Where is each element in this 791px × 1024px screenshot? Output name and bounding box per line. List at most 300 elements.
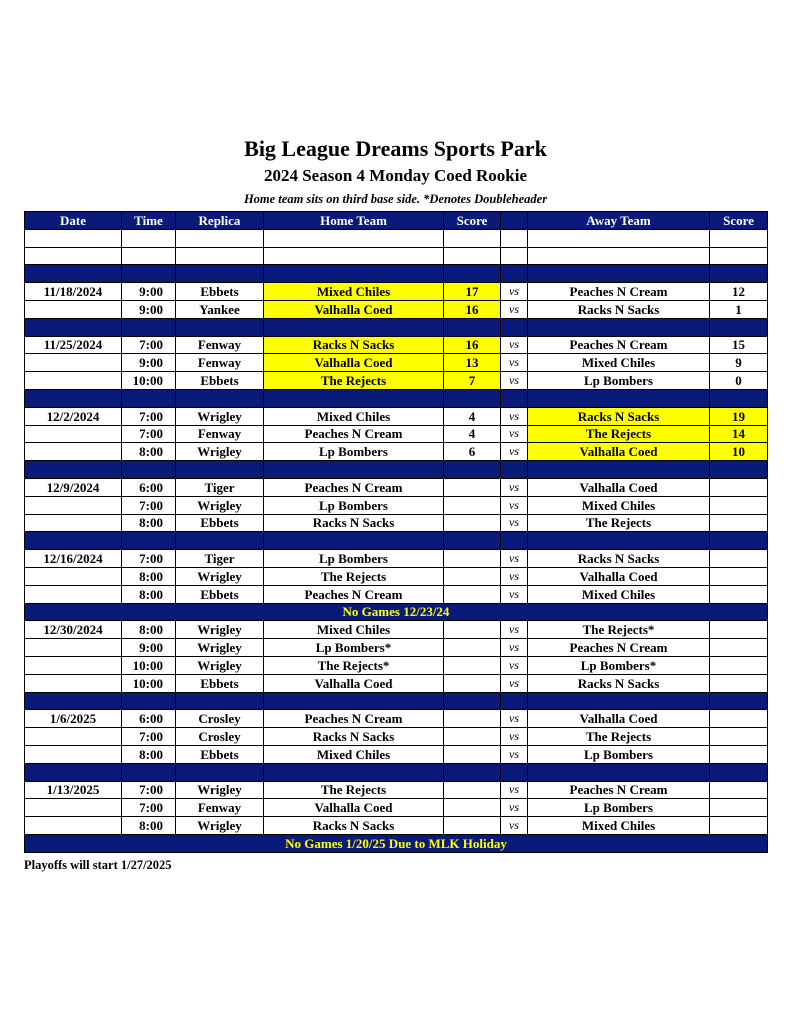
vs-cell: vs [501, 781, 528, 799]
empty-cell [710, 763, 768, 781]
away-team-cell: Racks N Sacks [528, 407, 710, 425]
away-team-cell: Peaches N Cream [528, 336, 710, 354]
home-score-cell: 13 [444, 354, 501, 372]
notice-banner-row [25, 834, 768, 852]
away-team-cell: Valhalla Coed [528, 710, 710, 728]
empty-cell [501, 389, 528, 407]
empty-cell [264, 532, 444, 550]
date-cell [25, 300, 122, 318]
date-cell: 12/2/2024 [25, 407, 122, 425]
date-cell [25, 443, 122, 461]
empty-cell [25, 265, 122, 283]
empty-cell [710, 532, 768, 550]
time-cell: 8:00 [122, 621, 176, 639]
week-separator-row [25, 265, 768, 283]
vs-cell: vs [501, 585, 528, 603]
away-team-cell: Racks N Sacks [528, 300, 710, 318]
away-score-cell [710, 674, 768, 692]
home-score-cell [444, 567, 501, 585]
vs-cell: vs [501, 745, 528, 763]
home-team-cell: Lp Bombers* [264, 639, 444, 657]
empty-cell [501, 692, 528, 710]
time-cell: 7:00 [122, 781, 176, 799]
game-row [25, 336, 768, 354]
replica-cell: Fenway [176, 425, 264, 443]
away-score-cell: 19 [710, 407, 768, 425]
home-team-cell: Racks N Sacks [264, 336, 444, 354]
empty-cell [501, 318, 528, 336]
time-cell: 8:00 [122, 585, 176, 603]
empty-cell [501, 461, 528, 479]
notice-banner: No Games 1/20/25 Due to MLK Holiday [25, 834, 768, 852]
away-score-cell: 1 [710, 300, 768, 318]
replica-cell: Wrigley [176, 639, 264, 657]
empty-cell [264, 763, 444, 781]
away-team-cell: Mixed Chiles [528, 817, 710, 835]
vs-cell: vs [501, 496, 528, 514]
vs-cell: vs [501, 728, 528, 746]
game-row [25, 354, 768, 372]
away-team-cell: Peaches N Cream [528, 283, 710, 301]
vs-cell: vs [501, 354, 528, 372]
empty-cell [710, 247, 768, 265]
home-score-cell: 6 [444, 443, 501, 461]
away-team-cell: Racks N Sacks [528, 550, 710, 568]
vs-cell: vs [501, 283, 528, 301]
replica-cell: Fenway [176, 354, 264, 372]
home-score-cell: 16 [444, 300, 501, 318]
week-separator-row [25, 318, 768, 336]
time-cell: 8:00 [122, 817, 176, 835]
empty-cell [176, 763, 264, 781]
home-score-cell [444, 799, 501, 817]
blank-row [25, 229, 768, 247]
home-score-cell [444, 728, 501, 746]
replica-cell: Crosley [176, 710, 264, 728]
empty-cell [25, 532, 122, 550]
date-cell [25, 496, 122, 514]
empty-cell [122, 318, 176, 336]
col-header-replica: Replica [176, 212, 264, 230]
home-score-cell [444, 781, 501, 799]
time-cell: 8:00 [122, 745, 176, 763]
home-score-cell [444, 817, 501, 835]
home-score-cell [444, 674, 501, 692]
away-score-cell: 12 [710, 283, 768, 301]
away-score-cell [710, 728, 768, 746]
replica-cell: Ebbets [176, 372, 264, 390]
away-score-cell: 10 [710, 443, 768, 461]
empty-cell [710, 318, 768, 336]
empty-cell [25, 318, 122, 336]
empty-cell [444, 389, 501, 407]
away-team-cell: The Rejects [528, 728, 710, 746]
page-title: Big League Dreams Sports Park [244, 136, 547, 161]
date-cell: 1/6/2025 [25, 710, 122, 728]
date-cell [25, 817, 122, 835]
date-cell [25, 639, 122, 657]
game-row [25, 407, 768, 425]
time-cell: 7:00 [122, 728, 176, 746]
date-cell [25, 425, 122, 443]
empty-cell [25, 247, 122, 265]
home-score-cell [444, 656, 501, 674]
empty-cell [444, 318, 501, 336]
empty-cell [122, 229, 176, 247]
time-cell: 6:00 [122, 478, 176, 496]
home-team-cell: Racks N Sacks [264, 514, 444, 532]
home-team-cell: The Rejects [264, 372, 444, 390]
away-score-cell [710, 496, 768, 514]
empty-cell [176, 247, 264, 265]
home-team-cell: Valhalla Coed [264, 674, 444, 692]
away-score-cell [710, 799, 768, 817]
away-team-cell: The Rejects [528, 514, 710, 532]
date-cell: 11/18/2024 [25, 283, 122, 301]
vs-cell: vs [501, 710, 528, 728]
game-row [25, 372, 768, 390]
away-team-cell: The Rejects* [528, 621, 710, 639]
game-row [25, 514, 768, 532]
home-team-cell: Lp Bombers [264, 443, 444, 461]
empty-cell [501, 229, 528, 247]
away-score-cell [710, 550, 768, 568]
date-cell [25, 745, 122, 763]
empty-cell [501, 763, 528, 781]
vs-cell: vs [501, 799, 528, 817]
game-row [25, 639, 768, 657]
empty-cell [264, 229, 444, 247]
home-team-cell: Racks N Sacks [264, 728, 444, 746]
home-team-cell: Mixed Chiles [264, 621, 444, 639]
empty-cell [501, 532, 528, 550]
date-cell [25, 514, 122, 532]
empty-cell [176, 265, 264, 283]
home-team-cell: Valhalla Coed [264, 300, 444, 318]
date-cell: 12/9/2024 [25, 478, 122, 496]
replica-cell: Wrigley [176, 781, 264, 799]
away-team-cell: Mixed Chiles [528, 496, 710, 514]
home-team-cell: Lp Bombers [264, 496, 444, 514]
game-row [25, 283, 768, 301]
col-header-home-score: Score [444, 212, 501, 230]
time-cell: 10:00 [122, 674, 176, 692]
empty-cell [122, 692, 176, 710]
empty-cell [264, 265, 444, 283]
away-team-cell: Valhalla Coed [528, 443, 710, 461]
game-row [25, 300, 768, 318]
replica-cell: Wrigley [176, 621, 264, 639]
empty-cell [264, 461, 444, 479]
time-cell: 7:00 [122, 496, 176, 514]
date-cell [25, 585, 122, 603]
empty-cell [710, 229, 768, 247]
empty-cell [25, 389, 122, 407]
date-cell: 11/25/2024 [25, 336, 122, 354]
away-score-cell [710, 621, 768, 639]
time-cell: 8:00 [122, 567, 176, 585]
col-header-home-team: Home Team [264, 212, 444, 230]
empty-cell [444, 461, 501, 479]
home-score-cell [444, 710, 501, 728]
empty-cell [176, 318, 264, 336]
empty-cell [528, 532, 710, 550]
replica-cell: Ebbets [176, 745, 264, 763]
replica-cell: Tiger [176, 478, 264, 496]
time-cell: 7:00 [122, 336, 176, 354]
away-score-cell [710, 567, 768, 585]
vs-cell: vs [501, 443, 528, 461]
replica-cell: Wrigley [176, 817, 264, 835]
vs-cell: vs [501, 425, 528, 443]
empty-cell [176, 461, 264, 479]
replica-cell: Wrigley [176, 567, 264, 585]
game-row [25, 656, 768, 674]
away-team-cell: Peaches N Cream [528, 639, 710, 657]
home-score-cell: 7 [444, 372, 501, 390]
schedule-body [25, 229, 768, 852]
away-team-cell: Mixed Chiles [528, 585, 710, 603]
replica-cell: Wrigley [176, 496, 264, 514]
away-score-cell: 14 [710, 425, 768, 443]
week-separator-row [25, 532, 768, 550]
empty-cell [528, 389, 710, 407]
col-header-away-score: Score [710, 212, 768, 230]
replica-cell: Ebbets [176, 514, 264, 532]
home-score-cell [444, 639, 501, 657]
vs-cell: vs [501, 372, 528, 390]
away-score-cell [710, 585, 768, 603]
replica-cell: Crosley [176, 728, 264, 746]
week-separator-row [25, 763, 768, 781]
game-row [25, 728, 768, 746]
replica-cell: Ebbets [176, 585, 264, 603]
replica-cell: Wrigley [176, 407, 264, 425]
home-score-cell [444, 585, 501, 603]
empty-cell [710, 389, 768, 407]
home-team-cell: Racks N Sacks [264, 817, 444, 835]
empty-cell [528, 318, 710, 336]
away-team-cell: Lp Bombers* [528, 656, 710, 674]
schedule-note: Home team sits on third base side. *Denotes Doubleheader [243, 192, 548, 206]
time-cell: 6:00 [122, 710, 176, 728]
away-score-cell: 9 [710, 354, 768, 372]
home-team-cell: Mixed Chiles [264, 283, 444, 301]
date-cell [25, 372, 122, 390]
away-score-cell: 0 [710, 372, 768, 390]
time-cell: 7:00 [122, 799, 176, 817]
home-score-cell [444, 478, 501, 496]
empty-cell [528, 461, 710, 479]
home-team-cell: Peaches N Cream [264, 425, 444, 443]
vs-cell: vs [501, 639, 528, 657]
empty-cell [25, 763, 122, 781]
empty-cell [444, 265, 501, 283]
empty-cell [444, 532, 501, 550]
empty-cell [176, 692, 264, 710]
week-separator-row [25, 692, 768, 710]
game-row [25, 745, 768, 763]
home-score-cell: 4 [444, 407, 501, 425]
vs-cell: vs [501, 550, 528, 568]
away-team-cell: Lp Bombers [528, 799, 710, 817]
empty-cell [501, 265, 528, 283]
empty-cell [528, 763, 710, 781]
empty-cell [122, 763, 176, 781]
week-separator-row [25, 389, 768, 407]
away-team-cell: Lp Bombers [528, 745, 710, 763]
schedule-table [24, 211, 768, 853]
empty-cell [25, 692, 122, 710]
replica-cell: Wrigley [176, 443, 264, 461]
away-score-cell [710, 745, 768, 763]
date-cell [25, 656, 122, 674]
col-header-time: Time [122, 212, 176, 230]
empty-cell [25, 461, 122, 479]
away-team-cell: Valhalla Coed [528, 567, 710, 585]
home-team-cell: Mixed Chiles [264, 407, 444, 425]
date-cell [25, 728, 122, 746]
empty-cell [264, 247, 444, 265]
replica-cell: Tiger [176, 550, 264, 568]
empty-cell [176, 532, 264, 550]
home-score-cell [444, 514, 501, 532]
time-cell: 7:00 [122, 425, 176, 443]
empty-cell [444, 692, 501, 710]
vs-cell: vs [501, 567, 528, 585]
game-row [25, 443, 768, 461]
vs-cell: vs [501, 514, 528, 532]
replica-cell: Ebbets [176, 674, 264, 692]
season-subtitle: 2024 Season 4 Monday Coed Rookie [263, 166, 528, 185]
home-team-cell: Peaches N Cream [264, 478, 444, 496]
empty-cell [444, 229, 501, 247]
game-row [25, 674, 768, 692]
time-cell: 10:00 [122, 656, 176, 674]
time-cell: 8:00 [122, 514, 176, 532]
empty-cell [176, 389, 264, 407]
vs-cell: vs [501, 656, 528, 674]
home-score-cell [444, 550, 501, 568]
vs-cell: vs [501, 621, 528, 639]
game-row [25, 585, 768, 603]
away-score-cell [710, 514, 768, 532]
header-row [25, 212, 768, 230]
home-team-cell: The Rejects [264, 567, 444, 585]
game-row [25, 817, 768, 835]
notice-banner-row [25, 603, 768, 621]
home-team-cell: Lp Bombers [264, 550, 444, 568]
home-team-cell: The Rejects [264, 781, 444, 799]
game-row [25, 799, 768, 817]
game-row [25, 781, 768, 799]
away-team-cell: Lp Bombers [528, 372, 710, 390]
game-row [25, 621, 768, 639]
empty-cell [444, 763, 501, 781]
time-cell: 7:00 [122, 407, 176, 425]
replica-cell: Fenway [176, 336, 264, 354]
empty-cell [122, 532, 176, 550]
time-cell: 9:00 [122, 639, 176, 657]
time-cell: 8:00 [122, 443, 176, 461]
game-row [25, 496, 768, 514]
time-cell: 9:00 [122, 354, 176, 372]
time-cell: 7:00 [122, 550, 176, 568]
vs-cell: vs [501, 407, 528, 425]
home-score-cell [444, 621, 501, 639]
time-cell: 10:00 [122, 372, 176, 390]
time-cell: 9:00 [122, 300, 176, 318]
col-header-date: Date [25, 212, 122, 230]
empty-cell [264, 389, 444, 407]
away-score-cell [710, 478, 768, 496]
vs-cell: vs [501, 300, 528, 318]
empty-cell [528, 265, 710, 283]
date-cell: 1/13/2025 [25, 781, 122, 799]
date-cell: 12/30/2024 [25, 621, 122, 639]
empty-cell [710, 692, 768, 710]
vs-cell: vs [501, 336, 528, 354]
replica-cell: Wrigley [176, 656, 264, 674]
empty-cell [501, 247, 528, 265]
away-team-cell: Valhalla Coed [528, 478, 710, 496]
home-team-cell: Peaches N Cream [264, 585, 444, 603]
col-header-away-team: Away Team [528, 212, 710, 230]
date-cell [25, 674, 122, 692]
empty-cell [710, 265, 768, 283]
empty-cell [444, 247, 501, 265]
col-header-vs [501, 212, 528, 230]
empty-cell [122, 389, 176, 407]
time-cell: 9:00 [122, 283, 176, 301]
home-team-cell: The Rejects* [264, 656, 444, 674]
home-score-cell: 16 [444, 336, 501, 354]
vs-cell: vs [501, 674, 528, 692]
home-score-cell: 17 [444, 283, 501, 301]
home-team-cell: Valhalla Coed [264, 354, 444, 372]
away-score-cell [710, 710, 768, 728]
game-row [25, 567, 768, 585]
game-row [25, 478, 768, 496]
home-score-cell [444, 496, 501, 514]
replica-cell: Ebbets [176, 283, 264, 301]
empty-cell [25, 229, 122, 247]
notice-banner: No Games 12/23/24 [25, 603, 768, 621]
away-score-cell [710, 656, 768, 674]
home-score-cell [444, 745, 501, 763]
away-score-cell: 15 [710, 336, 768, 354]
game-row [25, 710, 768, 728]
blank-row [25, 247, 768, 265]
empty-cell [528, 692, 710, 710]
playoffs-note: Playoffs will start 1/27/2025 [24, 858, 172, 872]
week-separator-row [25, 461, 768, 479]
away-team-cell: Mixed Chiles [528, 354, 710, 372]
away-team-cell: The Rejects [528, 425, 710, 443]
away-team-cell: Peaches N Cream [528, 781, 710, 799]
empty-cell [122, 461, 176, 479]
game-row [25, 425, 768, 443]
vs-cell: vs [501, 478, 528, 496]
away-team-cell: Racks N Sacks [528, 674, 710, 692]
home-team-cell: Mixed Chiles [264, 745, 444, 763]
empty-cell [176, 229, 264, 247]
vs-cell: vs [501, 817, 528, 835]
date-cell [25, 354, 122, 372]
away-score-cell [710, 639, 768, 657]
empty-cell [710, 461, 768, 479]
empty-cell [264, 692, 444, 710]
